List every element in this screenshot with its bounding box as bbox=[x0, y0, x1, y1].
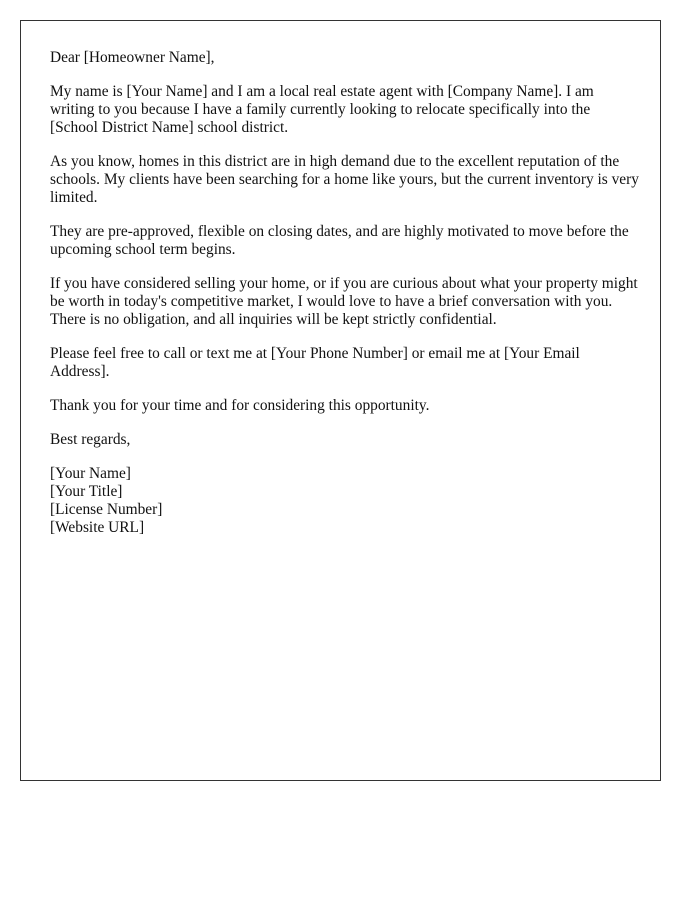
paragraph-intro: My name is [Your Name] and I am a local real estate agent with [Company Name]. I am writing to you because I have a family currently looking to relocate specifically into the [School District Name] school district. bbox=[50, 83, 594, 136]
signature-title: [Your Title] bbox=[50, 483, 123, 500]
paragraph-offer: If you have considered selling your home, or if you are curious about what your property might be worth in today's competitive market, I would love to have a brief conversation with you. There is no obligation, and all inquiries will be kept strictly confidential. bbox=[50, 275, 638, 328]
salutation: Dear [Homeowner Name], bbox=[50, 49, 215, 66]
letter-page bbox=[20, 20, 661, 781]
signature-block bbox=[50, 465, 640, 537]
signature-name: [Your Name] bbox=[50, 465, 131, 482]
paragraph-contact: Please feel free to call or text me at [Your Phone Number] or email me at [Your Email Address]. bbox=[50, 345, 580, 380]
paragraph-thanks: Thank you for your time and for considering this opportunity. bbox=[50, 397, 430, 414]
letter-body bbox=[50, 49, 640, 537]
signature-website: [Website URL] bbox=[50, 519, 145, 536]
paragraph-buyers: They are pre-approved, flexible on closing dates, and are highly motivated to move before the upcoming school term begins. bbox=[50, 223, 629, 258]
closing: Best regards, bbox=[50, 431, 131, 448]
paragraph-demand: As you know, homes in this district are in high demand due to the excellent reputation of the schools. My clients have been searching for a home like yours, but the current inventory is very limited. bbox=[50, 153, 639, 206]
signature-license: [License Number] bbox=[50, 501, 163, 518]
